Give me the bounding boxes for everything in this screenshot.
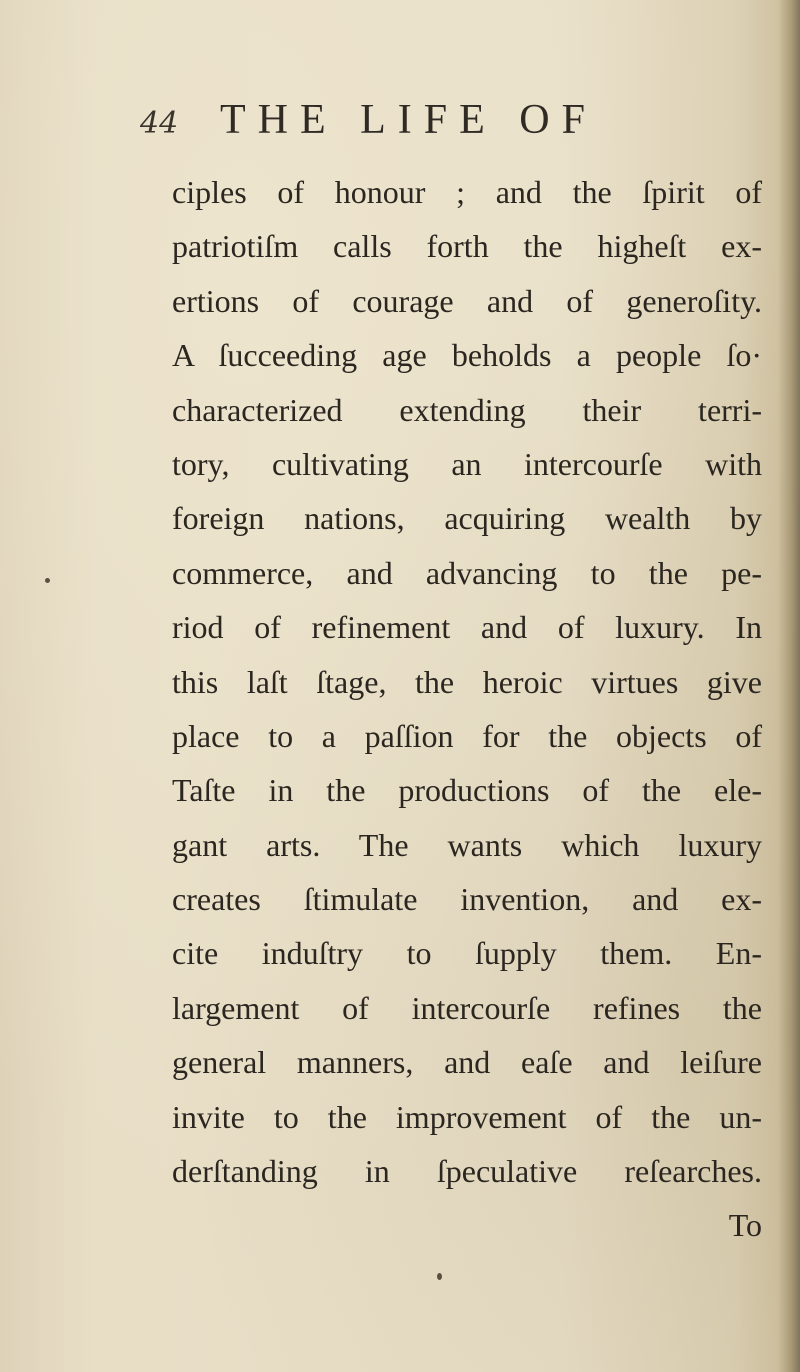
text-line: place to a paſſion for the objects of [172, 717, 762, 754]
text-line: commerce, and advancing to the pe- [172, 554, 762, 591]
page-header [140, 96, 597, 146]
text-line: ertions of courage and of generoſity. [172, 282, 762, 319]
running-head: THE LIFE OF [220, 97, 597, 143]
text-line: foreign nations, acquiring wealth by [172, 500, 762, 537]
body-text [172, 165, 762, 1253]
text-line: Taſte in the productions of the ele- [172, 772, 762, 809]
text-line: this laſt ſtage, the heroic virtues give [172, 663, 762, 700]
text-line: patriotiſm calls forth the higheſt ex- [172, 228, 762, 265]
text-line: ciples of honour ; and the ſpirit of [172, 174, 762, 210]
text-line: characterized extending their terri- [172, 391, 762, 428]
text-line: largement of intercourſe refines the [172, 989, 762, 1026]
text-line: creates ſtimulate invention, and ex- [172, 881, 762, 918]
page-edge-shadow [778, 0, 800, 1372]
text-line: derſtanding in ſpeculative reſearches. [172, 1153, 762, 1190]
text-line: general manners, and eaſe and leiſure [172, 1044, 762, 1081]
text-line: invite to the improvement of the un- [172, 1098, 762, 1135]
text-line: tory, cultivating an intercourſe with [172, 445, 762, 482]
ink-speck [45, 578, 50, 583]
page-number: 44 [140, 106, 179, 141]
text-line: cite induſtry to ſupply them. En- [172, 935, 762, 972]
text-line: A ſucceeding age beholds a people ſo· [172, 337, 762, 374]
ink-speck [437, 1273, 442, 1280]
catchword: To [728, 1207, 762, 1244]
text-line: gant arts. The wants which luxury [172, 826, 762, 863]
text-line: riod of refinement and of luxury. In [172, 609, 762, 646]
